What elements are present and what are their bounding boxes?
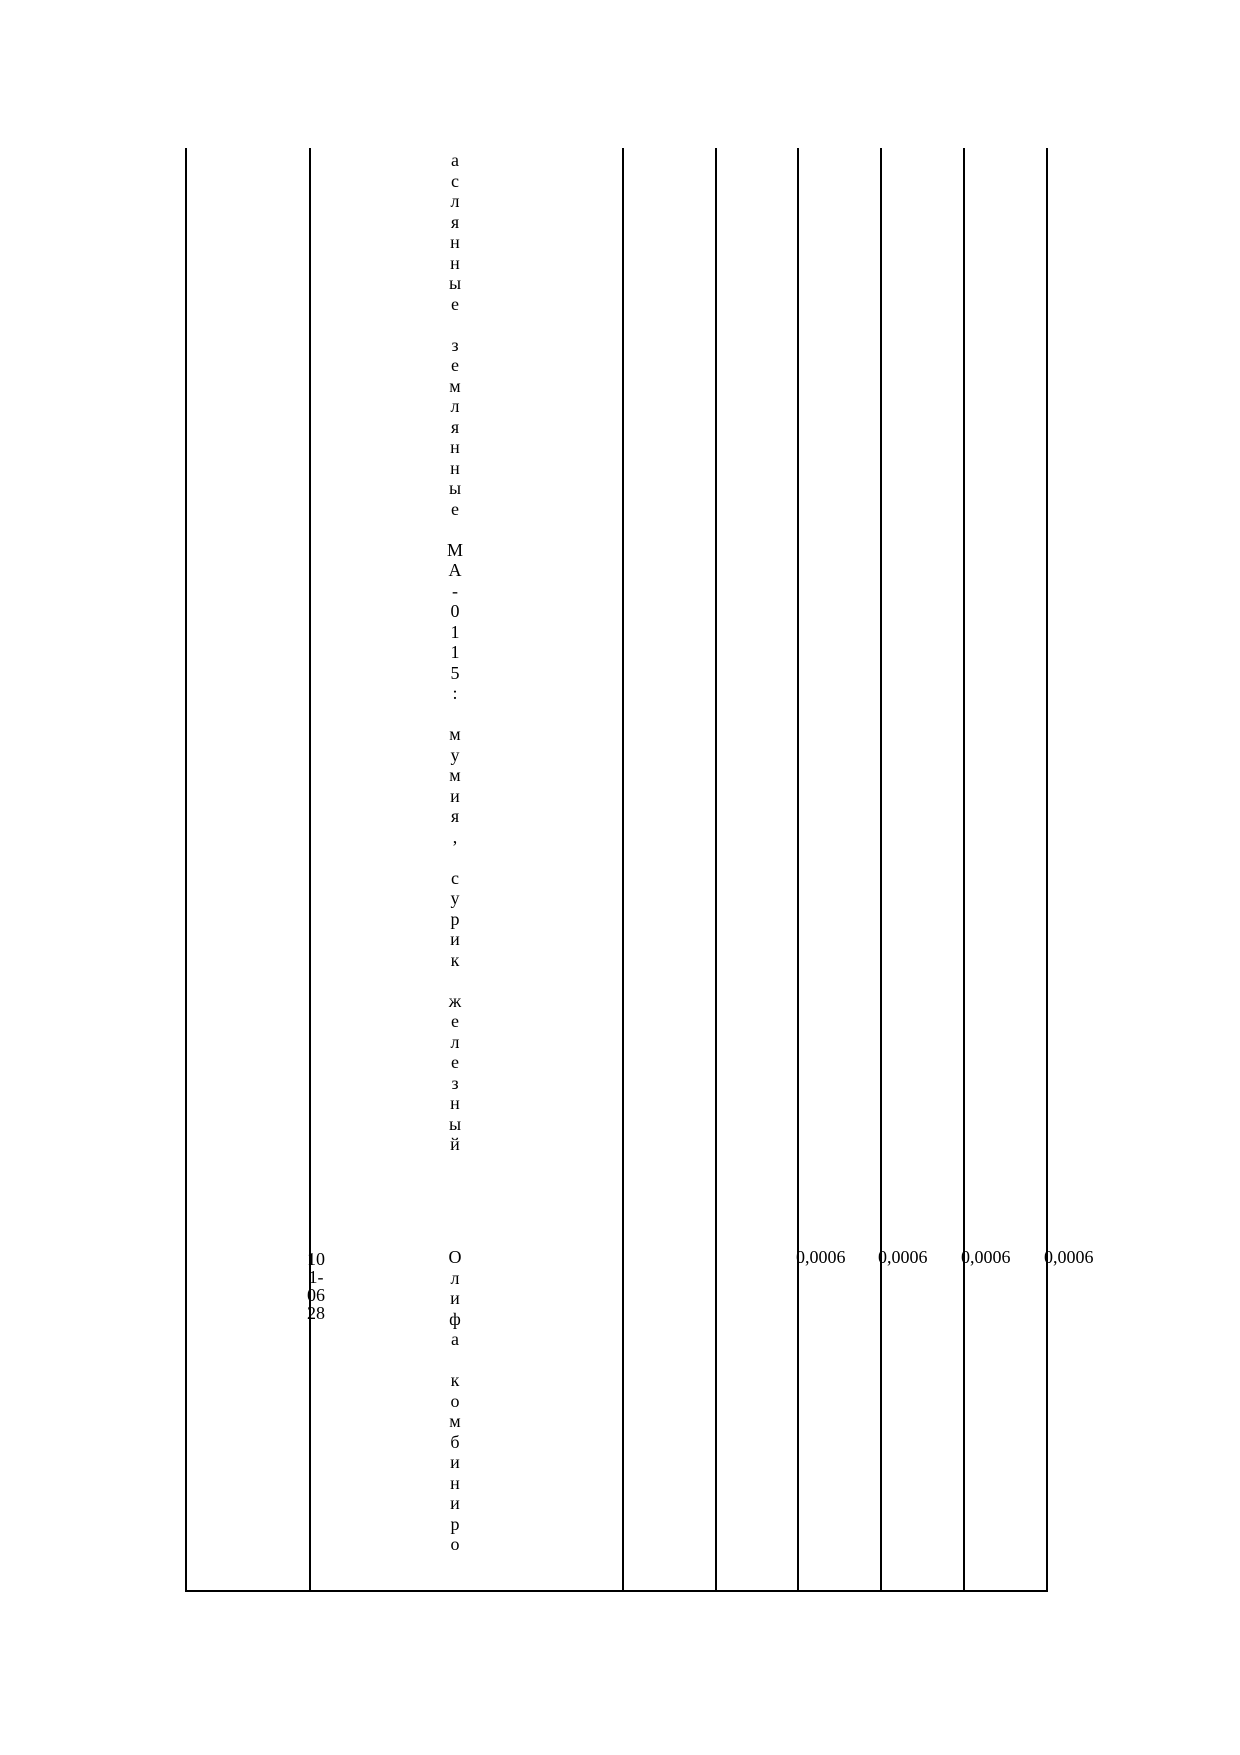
column-divider-2: [622, 148, 624, 1244]
column-divider-4: [797, 148, 799, 1592]
row2-code-line: 1-: [308, 1267, 324, 1287]
row2-value-2: 0,0006: [878, 1247, 928, 1267]
column-divider-6: [963, 148, 965, 1592]
table-border-left: [185, 148, 187, 1592]
row2-code-line: 28: [307, 1303, 325, 1323]
row2-code-line: 10: [307, 1249, 325, 1269]
column-divider-3: [715, 148, 717, 1592]
row2-value-1: 0,0006: [796, 1247, 846, 1267]
row2-code: [301, 1250, 331, 1322]
row1-description: а с л я н н ы е з е м л я н н ы е М А - 0 1 1 5 : м у м и я , с у р и к ж е л е з н ы й: [446, 150, 463, 1154]
row2-description: О л и ф а к о м б и н и р о: [448, 1247, 462, 1554]
column-divider-1: [309, 148, 311, 1592]
row2-value-3: 0,0006: [961, 1247, 1011, 1267]
row2-code-line: 06: [307, 1285, 325, 1305]
row2-value-4: 0,0006: [1044, 1247, 1094, 1267]
table-border-right: [1046, 148, 1048, 1592]
column-divider-2-lower: [622, 1244, 624, 1592]
table-border-bottom: [185, 1590, 1048, 1592]
column-divider-5: [880, 148, 882, 1592]
